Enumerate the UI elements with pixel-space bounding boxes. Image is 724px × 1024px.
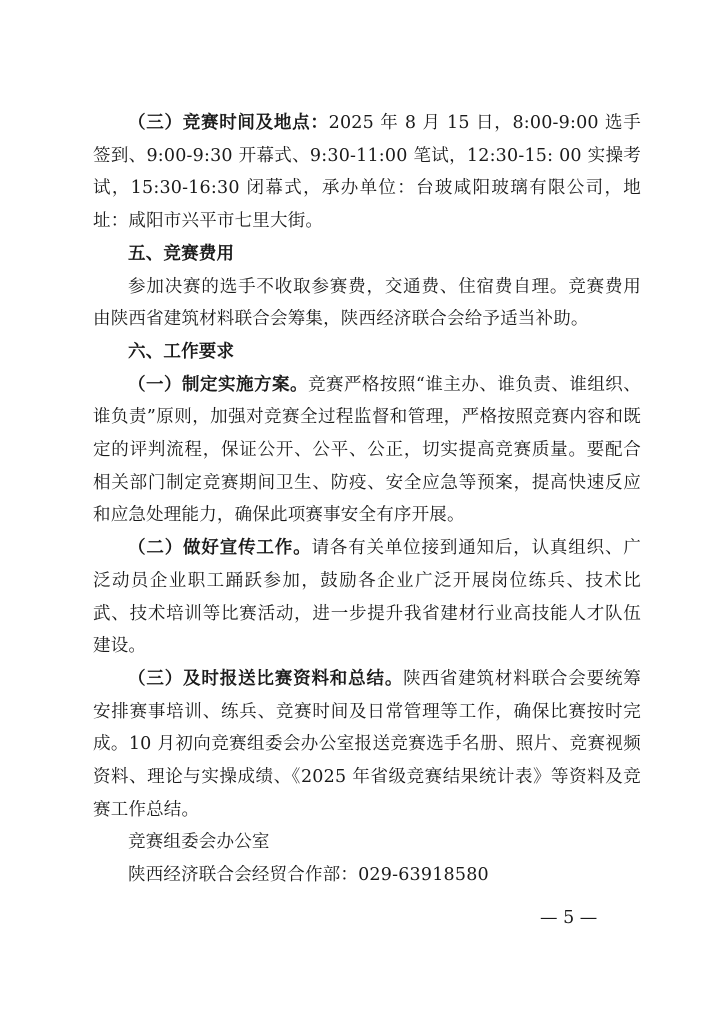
page-number: — 5 — [540, 908, 598, 928]
work-requirement-2-heading: （二）做好宣传工作。 [128, 538, 312, 559]
contact-line: 陕西经济联合会经贸合作部：029-63918580 [128, 865, 489, 886]
section-six-heading: 六、工作要求 [128, 341, 235, 362]
document-body [93, 107, 641, 892]
work-requirement-2-text: 请各有关单位接到通知后，认真组织、广泛动员企业职工踊跃参加，鼓励各企业广泛开展岗位练兵、技术比武、技术培训等比赛活动，进一步提升我省建材行业高技能人才队伍建设。 [93, 538, 642, 657]
work-requirement-3-text: 陕西省建筑材料联合会要统筹安排赛事培训、练兵、竞赛时间及日常管理等工作，确保比赛按时完成。10 月初向竞赛组委会办公室报送竞赛选手名册、照片、竞赛视频资料、理论与实操成绩、《2025 年省级竞赛结果统计表》等资料及竞赛工作总结。 [93, 668, 642, 820]
office-name: 竞赛组委会办公室 [128, 832, 270, 853]
competition-time-place-heading: （三）竞赛时间及地点： [128, 113, 329, 133]
competition-time-place-paragraph [93, 107, 641, 238]
competition-time-place-text: 2025 年 8 月 15 日，8:00-9:00 选手签到、9:00-9:30 开幕式、9:30-11:00 笔试，12:30-15: 00 实操考试，15:30-16:30 闭幕式，承办单位：台玻咸阳玻璃有限公司，地址：咸阳市兴平市七里大街。 [93, 113, 641, 232]
work-requirement-1-paragraph [93, 369, 641, 533]
work-requirement-2-paragraph [93, 532, 641, 663]
work-requirement-1-heading: （一）制定实施方案。 [128, 374, 308, 395]
work-requirement-3-heading: （三）及时报送比赛资料和总结。 [128, 668, 404, 689]
work-requirement-3-paragraph [93, 663, 641, 827]
section-five-heading: 五、竞赛费用 [128, 243, 235, 264]
work-requirement-1-text: 竞赛严格按照“谁主办、谁负责、谁组织、谁负责”原则，加强对竞赛全过程监督和管理，严格按照竞赛内容和既定的评判流程，保证公开、公平、公正，切实提高竞赛质量。要配合相关部门制定竞赛期间卫生、防疫、安全应急等预案，提高快速反应和应急处理能力，确保此项赛事安全有序开展。 [93, 374, 642, 526]
competition-fee-paragraph: 参加决赛的选手不收取参赛费，交通费、住宿费自理。竞赛费用由陕西省建筑材料联合会筹集，陕西经济联合会给予适当补助。 [93, 276, 641, 330]
